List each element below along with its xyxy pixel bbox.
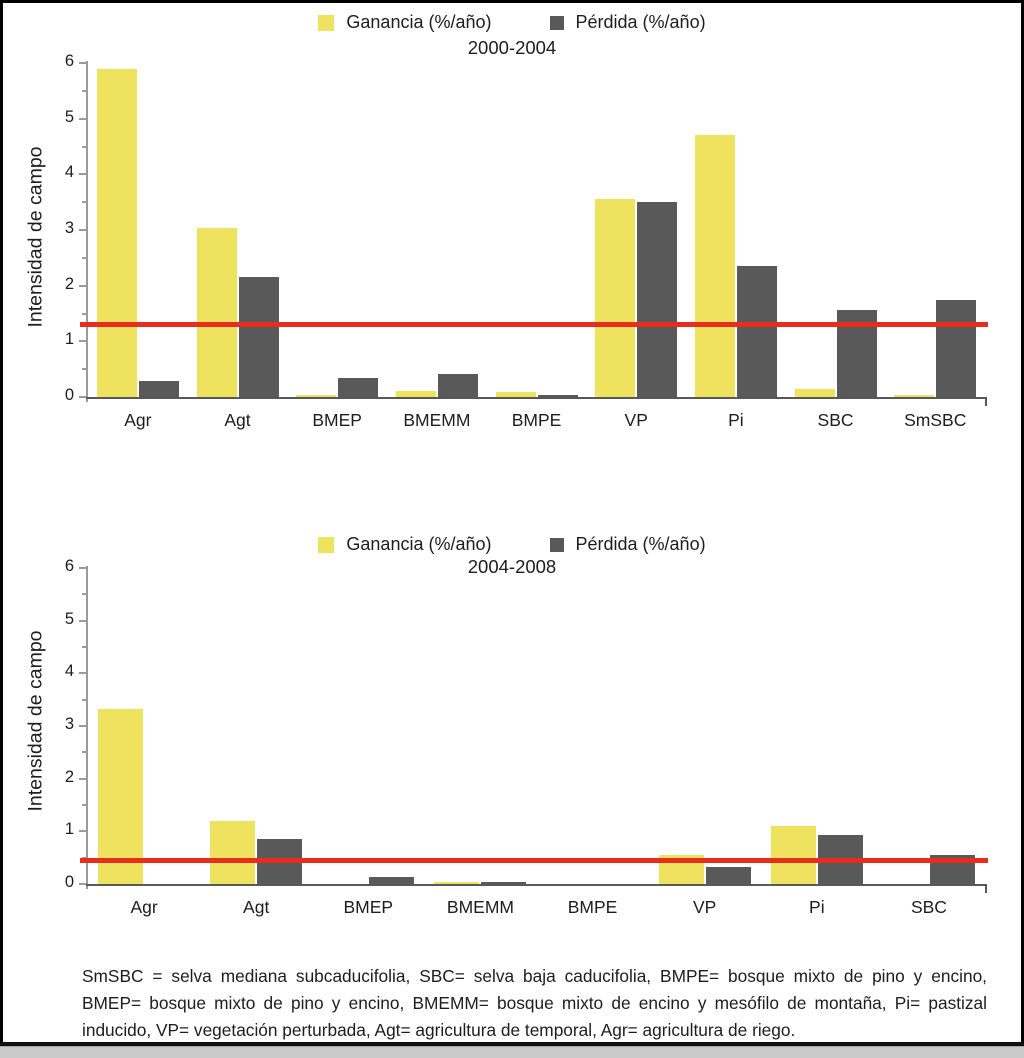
y-tick-label: 2 [64, 767, 74, 786]
legend-gain-label: Ganancia (%/año) [346, 534, 492, 554]
bar-Pi-perdida [737, 266, 777, 397]
y-axis-minor-tick [82, 804, 86, 806]
y-axis-major-tick [79, 62, 86, 64]
bar-BMEMM-perdida [481, 882, 526, 884]
y-tick-label: 5 [64, 609, 74, 628]
x-category-label-Agt: Agt [243, 897, 270, 917]
y-axis-minor-tick [82, 201, 86, 203]
x-category-label-VP: VP [693, 897, 717, 917]
y-tick-label: 6 [64, 52, 74, 70]
loss-swatch-icon [550, 16, 564, 30]
x-category-label-Pi: Pi [809, 897, 825, 917]
x-category-label-SBC: SBC [817, 410, 854, 430]
plot-area [64, 52, 985, 404]
y-axis-minor-tick [82, 646, 86, 648]
bar-SBC-perdida [837, 310, 877, 397]
y-axis-major-tick [79, 229, 86, 231]
bar-Agt-ganancia [210, 821, 255, 884]
chart-title: 2000-2004 [467, 37, 557, 58]
legend-loss-label: Pérdida (%/año) [575, 12, 706, 32]
y-tick-label: 1 [64, 330, 74, 349]
bar-BMPE-ganancia [496, 392, 536, 397]
bar-Pi-perdida [818, 835, 863, 884]
reference-line [80, 322, 988, 327]
frame-border-left [0, 0, 3, 1046]
gain-swatch-icon [318, 15, 334, 31]
y-axis-major-tick [79, 173, 86, 175]
loss-swatch-icon [550, 538, 564, 552]
bar-Agr-ganancia [98, 709, 143, 884]
legend-item-gain [318, 12, 491, 33]
y-axis-major-tick [79, 396, 86, 398]
x-axis-labels [88, 897, 985, 918]
bar-VP-ganancia [595, 199, 635, 397]
x-category-label-BMEMM: BMEMM [403, 410, 471, 430]
bar-BMEP-ganancia [296, 395, 336, 397]
y-tick-label: 0 [64, 386, 74, 404]
x-axis-end-tick [985, 397, 987, 406]
y-tick-label: 1 [64, 820, 74, 839]
x-category-label-VP: VP [624, 410, 648, 430]
y-tick-label: 2 [64, 274, 74, 293]
y-tick-label: 3 [64, 715, 74, 733]
x-category-label-BMEMM: BMEMM [446, 897, 514, 917]
y-axis-minor-tick [82, 857, 86, 859]
x-axis-end-tick [985, 884, 987, 893]
x-category-label-Agr: Agr [124, 410, 152, 430]
y-axis-major-tick [79, 725, 86, 727]
bar-BMEMM-perdida [438, 374, 478, 397]
y-axis-minor-tick [82, 593, 86, 595]
y-tick-label: 0 [64, 873, 74, 891]
x-category-label-BMEP: BMEP [312, 410, 362, 430]
bar-Agr-perdida [139, 381, 179, 397]
bar-Pi-ganancia [771, 826, 816, 884]
y-axis-major-tick [79, 285, 86, 287]
bar-VP-perdida [637, 202, 677, 397]
bar-VP-perdida [706, 867, 751, 884]
frame-border-top [0, 0, 1024, 3]
y-axis-major-tick [79, 567, 86, 569]
legend-item-loss [550, 534, 706, 555]
y-axis-major-tick [79, 118, 86, 120]
y-tick-label: 3 [64, 219, 74, 237]
bar-SBC-perdida [930, 855, 975, 884]
y-axis-major-tick [79, 672, 86, 674]
bar-VP-ganancia [659, 855, 704, 884]
bar-Agt-ganancia [197, 228, 237, 397]
x-axis-labels [88, 410, 985, 431]
y-axis-title: Intensidad de campo [24, 146, 47, 328]
x-category-label-BMPE: BMPE [511, 410, 562, 430]
bar-BMEMM-ganancia [434, 882, 479, 884]
x-category-label-Agr: Agr [130, 897, 158, 917]
bar-SmSBC-ganancia [894, 395, 934, 397]
bar-BMPE-perdida [538, 395, 578, 397]
gain-swatch-icon [318, 537, 334, 553]
y-axis-minor-tick [82, 257, 86, 259]
bar-BMEMM-ganancia [396, 391, 436, 397]
bar-Agt-perdida [239, 277, 279, 397]
y-axis-minor-tick [82, 699, 86, 701]
y-axis-minor-tick [82, 313, 86, 315]
y-tick-label: 6 [64, 557, 74, 575]
y-axis-minor-tick [82, 751, 86, 753]
y-axis-major-tick [79, 883, 86, 885]
chart-title: 2004-2008 [467, 556, 557, 577]
y-axis-minor-tick [82, 146, 86, 148]
reference-line [80, 858, 988, 863]
y-axis-major-tick [79, 340, 86, 342]
legend-item-gain [318, 534, 491, 555]
bar-SBC-ganancia [795, 389, 835, 397]
legend-item-loss [550, 12, 706, 33]
x-category-label-Agt: Agt [224, 410, 251, 430]
bar-BMEP-perdida [369, 877, 414, 884]
x-category-label-BMEP: BMEP [343, 897, 394, 917]
y-axis-title: Intensidad de campo [24, 630, 47, 812]
bottom-gray-strip [0, 1046, 1024, 1058]
legend-loss-label: Pérdida (%/año) [575, 534, 706, 554]
y-axis-major-tick [79, 778, 86, 780]
abbreviations-footnote: SmSBC = selva mediana subcaducifolia, SBC= selva baja caducifolia, BMPE= bosque mixto de pino y encino, BMEP= bosque mixto de pino y encino, BMEMM= bosque mixto de encino y mesófilo de montaña, Pi= pastizal inducido, VP= vegetación perturbada, Agt= agricultura de temporal, Agr= agricultura de riego. [82, 966, 987, 1040]
x-category-label-SBC: SBC [910, 897, 947, 917]
legend-gain-label: Ganancia (%/año) [346, 12, 492, 32]
bar-BMEP-perdida [338, 378, 378, 397]
bar-Pi-ganancia [695, 135, 735, 397]
y-axis-major-tick [79, 830, 86, 832]
legend [0, 534, 1024, 555]
x-category-label-Pi: Pi [728, 410, 744, 430]
bar-SmSBC-perdida [936, 300, 976, 397]
y-tick-label: 4 [64, 662, 74, 681]
y-tick-label: 4 [64, 163, 74, 182]
x-category-label-BMPE: BMPE [567, 897, 618, 917]
bar-Agt-perdida [257, 839, 302, 884]
y-axis-minor-tick [82, 90, 86, 92]
x-category-label-SmSBC: SmSBC [904, 410, 967, 430]
legend [0, 12, 1024, 33]
y-tick-label: 5 [64, 107, 74, 126]
y-axis-major-tick [79, 620, 86, 622]
y-axis-minor-tick [82, 368, 86, 370]
bar-Agr-ganancia [97, 69, 137, 397]
